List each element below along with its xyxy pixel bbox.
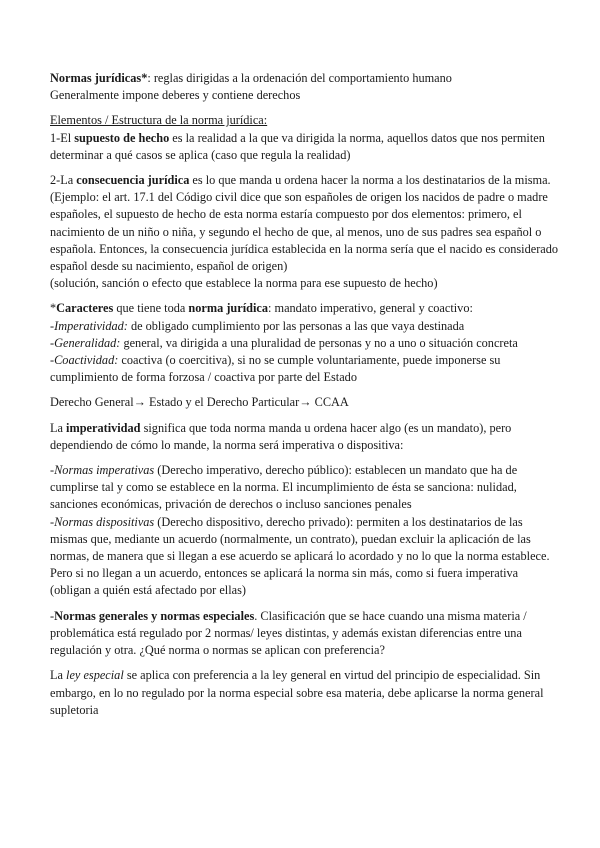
imperatividad-label: Imperatividad: — [54, 318, 128, 333]
normas-generales-term: Normas generales y normas especiales — [54, 608, 255, 623]
intro-definition: : reglas dirigidas a la ordenación del comportamiento humano — [147, 71, 452, 85]
imperatividad-item: -Imperatividad: de obligado cumplimiento por las personas a las que vaya destinada — [50, 318, 465, 333]
normas-dispositivas-label: Normas dispositivas — [54, 514, 155, 529]
elemento-2 — [50, 172, 560, 275]
coactividad-item: -Coactividad: coactiva (o coercitiva), si no se cumple voluntariamente, puede imponerse su cumplimiento de forma forzosa / coactiva por parte del Estado — [50, 353, 501, 385]
elemento-1-prefix: 1-El — [50, 130, 75, 145]
imperatividad-paragraph-text: significa que toda norma manda u ordena hacer algo (es un mandato), pero dependiendo de cómo lo mande, la norma será imperativa o dispositiva: — [50, 420, 512, 452]
coactividad-text: coactiva (o coercitiva), si no se cumple voluntariamente, puede imponerse su cumplimiento de forma forzosa / coactiva por parte del Estado — [50, 353, 501, 385]
normas-juridicas-term: Normas jurídicas* — [50, 71, 148, 85]
imperatividad-text: de obligado cumplimiento por las personas a las que vaya destinada — [127, 318, 465, 333]
ley-especial-text: se aplica con preferencia a la ley general en virtud del principio de especialidad. Sin embargo, en lo no regulado por la norma especial sobre esa materia, debe aplicarse la norma general supletoria — [50, 668, 544, 717]
elementos-heading: Elementos / Estructura de la norma jurídica: — [50, 113, 268, 128]
caracteres-term: Caracteres — [56, 301, 114, 316]
normas-imperativas-label: Normas imperativas — [54, 463, 155, 478]
imperatividad-term: imperatividad — [66, 420, 141, 435]
caracteres-mid: que tiene toda — [113, 301, 189, 316]
coactividad-label: Coactividad: — [54, 353, 119, 368]
imperatividad-prefix: La — [50, 420, 67, 435]
caracteres-asterisk: * — [50, 301, 57, 316]
elemento-2-text: es lo que manda u ordena hacer la norma a los destinatarios de la misma. (Ejemplo: el art. 17.1 del Código civil dice que son españoles de origen los nacidos de padre o madre españoles, el supuesto de hecho de esta norma estaría compuesto por dos elementos: primero, el nacimiento de un niño o niña, y segundo el hecho de que, al menos, uno de sus padres sea español o española. Entonces, la consecuencia jurídica establecida en la norma sería que el nacido es considerado español desde su nacimiento, español de origen) — [50, 173, 559, 274]
derecho-line: Derecho General→ Estado y el Derecho Particular→ CCAA — [50, 395, 349, 410]
document-page — [50, 70, 560, 719]
elemento-1 — [50, 130, 560, 164]
ley-especial-term: ley especial — [66, 668, 124, 683]
normas-dispositivas-text: (Derecho dispositivo, derecho privado): permiten a los destinatarios de las mismas que, mediante un acuerdo (normalmente, un contrato), puedan excluir la aplicación de las normas, de manera que si llegan a ese acuerdo se aplicará lo acordado y no lo que la norma establece. Pero si no llegan a un acuerdo, entonces se aplicará la norma sin más, como si fuera imperativa (obligan a quién está afectado por ellas) — [50, 514, 550, 598]
ley-especial-prefix: La — [50, 668, 67, 683]
generalidad-text: general, va dirigida a una pluralidad de personas y no a uno o situación concreta — [120, 335, 518, 350]
imperatividad-paragraph — [50, 420, 560, 454]
caracteres-line — [50, 300, 560, 317]
elemento-2-prefix: 2-La — [50, 173, 77, 188]
normas-imperativas-text: (Derecho imperativo, derecho público): establecen un mandato que ha de cumplirse tal y como se establece en la norma. El incumplimiento de ésta se sanciona: nulidad, sanciones económicas, privación de derechos o incluso sanciones penales — [50, 463, 518, 512]
normas-imperativas-item: -Normas imperativas (Derecho imperativo, derecho público): establecen un mandato que ha de cumplirse tal y como se establece en la norma. El incumplimiento de ésta se sanciona: nulidad, sanciones económicas, privación de derechos o incluso sanciones penales — [50, 463, 518, 512]
elemento-2-note: (solución, sanción o efecto que establece la norma para ese supuesto de hecho) — [50, 276, 438, 291]
caracteres-rest: : mandato imperativo, general y coactivo: — [268, 301, 473, 316]
normas-dispositivas-item: -Normas dispositivas (Derecho dispositivo, derecho privado): permiten a los destinatarios de las mismas que, mediante un acuerdo (normalmente, un contrato), puedan excluir la aplicación de las normas, de manera que si llegan a ese acuerdo se aplicará lo acordado y no lo que la norma establece. Pero si no llegan a un acuerdo, entonces se aplicará la norma sin más, como si fuera imperativa (obligan a quién está afectado por ellas) — [50, 514, 550, 598]
intro-line-2: Generalmente impone deberes y contiene derechos — [50, 88, 301, 103]
consecuencia-juridica-term: consecuencia jurídica — [76, 173, 190, 188]
intro-line — [50, 70, 560, 87]
normas-generales-paragraph: -Normas generales y normas especiales. Clasificación que se hace cuando una misma materia / problemática está regulado por 2 normas/ leyes distintas, y además existan diferencias entre una regulación y otra. ¿Qué norma o normas se aplican con preferencia? — [50, 608, 527, 658]
generalidad-item: -Generalidad: general, va dirigida a una pluralidad de personas y no a uno o situación concreta — [50, 335, 518, 350]
elemento-1-text: es la realidad a la que va dirigida la norma, aquellos datos que nos permiten determinar a qué casos se aplica (caso que regula la realidad) — [50, 130, 545, 162]
normas-generales-text: . Clasificación que se hace cuando una misma materia / problemática está regulado por 2 normas/ leyes distintas, y además existan diferencias entre una regulación y otra. ¿Qué norma o normas se aplican con preferencia? — [50, 608, 527, 658]
norma-juridica-term: norma jurídica — [188, 301, 269, 316]
ley-especial-paragraph — [50, 667, 560, 719]
supuesto-de-hecho-term: supuesto de hecho — [74, 130, 170, 145]
generalidad-label: Generalidad: — [54, 335, 121, 350]
